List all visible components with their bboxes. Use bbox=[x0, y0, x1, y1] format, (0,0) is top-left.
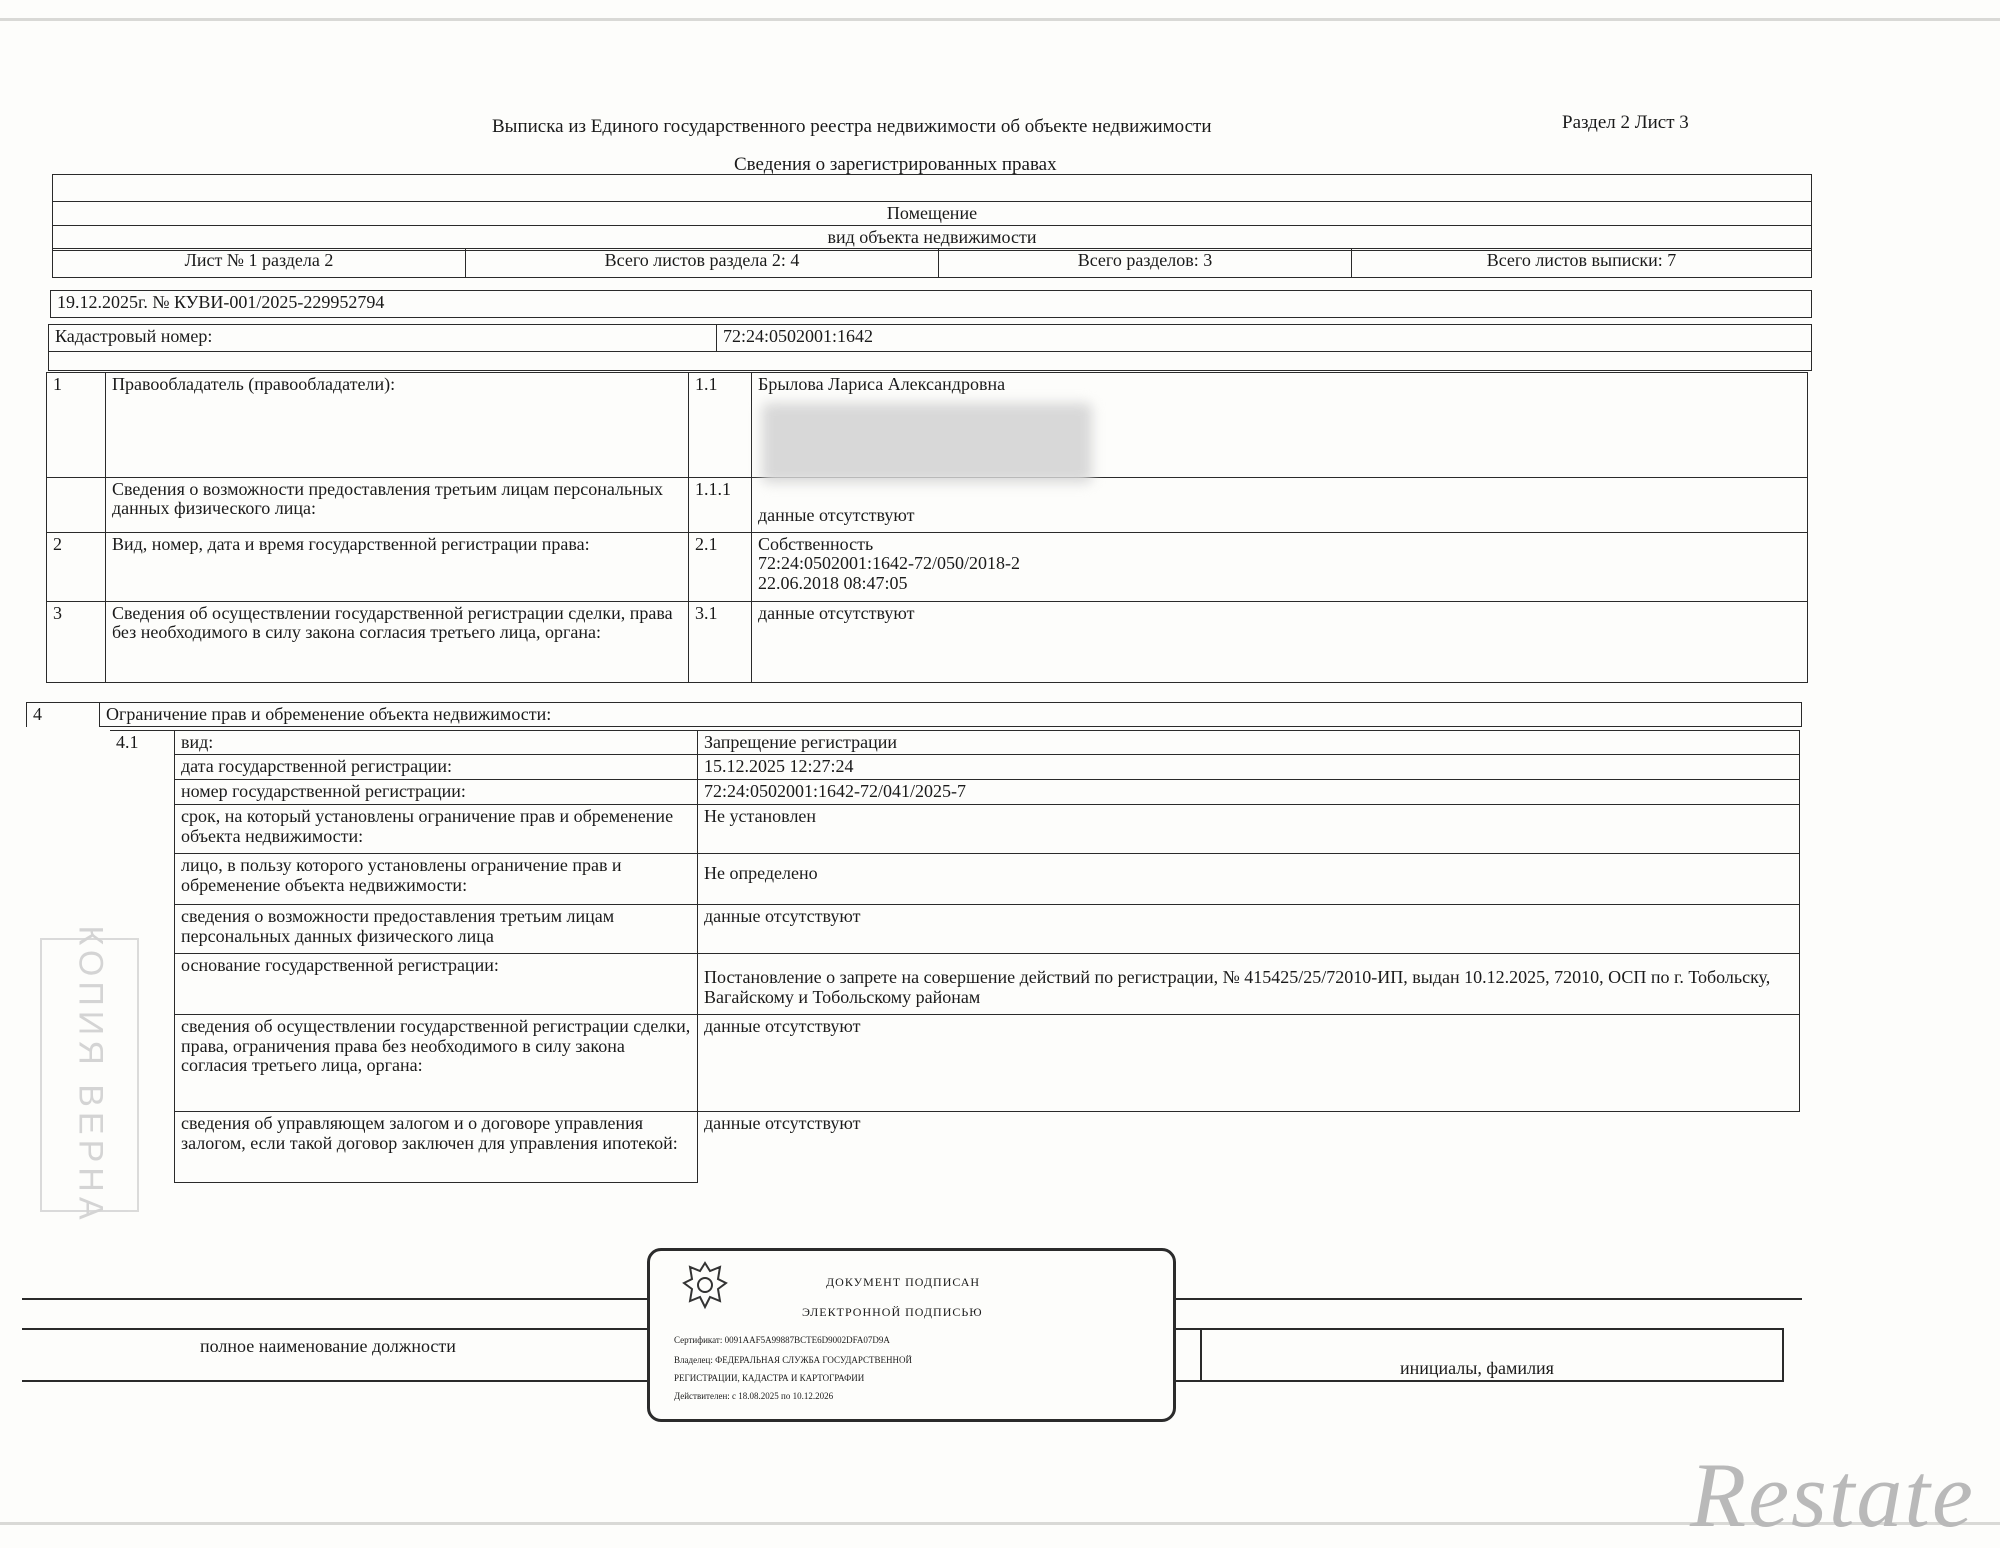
row-code: 3.1 bbox=[689, 602, 752, 683]
encumbrance-value: Не установлен bbox=[698, 805, 1800, 854]
row-number: 4 bbox=[27, 703, 100, 727]
stamp-owner: РЕГИСТРАЦИИ, КАДАСТРА И КАРТОГРАФИИ bbox=[674, 1373, 865, 1383]
document-subtitle: Сведения о зарегистрированных правах bbox=[734, 154, 1057, 175]
encumbrance-value: Запрещение регистрации bbox=[698, 731, 1800, 755]
section-sheet: Раздел 2 Лист 3 bbox=[1562, 112, 1689, 133]
encumbrance-label: срок, на который установлены ограничение прав и обременение объекта недвижимости: bbox=[175, 805, 698, 854]
row-label: Правообладатель (правообладатели): bbox=[106, 373, 689, 478]
stamp-owner: Владелец: ФЕДЕРАЛЬНАЯ СЛУЖБА ГОСУДАРСТВЕННОЙ bbox=[674, 1355, 913, 1365]
row-number: 1 bbox=[47, 373, 106, 478]
object-type-label: вид объекта недвижимости bbox=[53, 226, 1812, 250]
encumbrance-value: Не определено bbox=[698, 854, 1800, 905]
row-code: 1.1 bbox=[689, 373, 752, 478]
encumbrance-label: вид: bbox=[175, 731, 698, 755]
encumbrance-code: 4.1 bbox=[110, 731, 175, 1183]
right-registration: Собственность 72:24:0502001:1642-72/050/2018-2 22.06.2018 08:47:05 bbox=[752, 533, 1808, 602]
encumbrance-label: сведения об осуществлении государственной регистрации сделки, права, ограничения права без необходимого в силу закона согласия третьего лица, органа: bbox=[175, 1015, 698, 1112]
owner-name: Брылова Лариса Александровна bbox=[752, 373, 1808, 478]
cadastral-number: 72:24:0502001:1642 bbox=[717, 325, 1812, 352]
total-sheets-section: Всего листов раздела 2: 4 bbox=[466, 249, 939, 278]
stamp-line1: ДОКУМЕНТ ПОДПИСАН bbox=[826, 1275, 981, 1289]
electronic-signature-stamp bbox=[647, 1248, 1176, 1422]
encumbrance-header bbox=[26, 702, 1802, 727]
sheet-info-table bbox=[52, 248, 1812, 278]
row-value: данные отсутствуют bbox=[752, 602, 1808, 683]
cadastral-label: Кадастровый номер: bbox=[49, 325, 717, 352]
row-code: 1.1.1 bbox=[689, 478, 752, 533]
row-code: 2.1 bbox=[689, 533, 752, 602]
stamp-validity: Действителен: с 18.08.2025 по 10.12.2026 bbox=[674, 1391, 834, 1401]
encumbrance-value: данные отсутствуют bbox=[698, 905, 1800, 954]
stamp-line2: ЭЛЕКТРОННОЙ ПОДПИСЬЮ bbox=[802, 1305, 983, 1319]
footer-line bbox=[1200, 1328, 1202, 1380]
encumbrance-value: данные отсутствуют bbox=[698, 1112, 1800, 1183]
restate-logo: Restate bbox=[1690, 1444, 1975, 1546]
cadastral-table bbox=[48, 324, 1812, 371]
encumbrance-value: 15.12.2025 12:27:24 bbox=[698, 755, 1800, 780]
document-title: Выписка из Единого государственного реестра недвижимости об объекте недвижимости bbox=[492, 116, 1212, 137]
encumbrance-label: номер государственной регистрации: bbox=[175, 780, 698, 805]
position-label: полное наименование должности bbox=[200, 1336, 456, 1356]
encumbrance-label: сведения о возможности предоставления третьим лицам персональных данных физического лица bbox=[175, 905, 698, 954]
encumbrance-value: данные отсутствуют bbox=[698, 1015, 1800, 1112]
encumbrance-label: дата государственной регистрации: bbox=[175, 755, 698, 780]
initials-label: инициалы, фамилия bbox=[1400, 1358, 1554, 1378]
footer-line bbox=[1782, 1328, 1784, 1380]
encumbrance-table bbox=[110, 730, 1800, 1183]
object-type-value: Помещение bbox=[53, 202, 1812, 226]
copy-verified-watermark: КОПИЯ ВЕРНА bbox=[40, 938, 139, 1212]
row-value: данные отсутствуют bbox=[752, 478, 1808, 533]
rights-table bbox=[46, 372, 1808, 683]
sheet-number: Лист № 1 раздела 2 bbox=[53, 249, 466, 278]
encumbrance-value: 72:24:0502001:1642-72/041/2025-7 bbox=[698, 780, 1800, 805]
encumbrance-label: сведения об управляющем залогом и о договоре управления залогом, если такой договор заключен для управления ипотекой: bbox=[175, 1112, 698, 1183]
extract-date-number: 19.12.2025г. № КУВИ-001/2025-229952794 bbox=[51, 291, 1812, 318]
row-label: Ограничение прав и обременение объекта недвижимости: bbox=[100, 703, 1802, 727]
total-sheets: Всего листов выписки: 7 bbox=[1352, 249, 1812, 278]
row-number: 2 bbox=[47, 533, 106, 602]
row-label: Вид, номер, дата и время государственной регистрации права: bbox=[106, 533, 689, 602]
redacted-block bbox=[762, 403, 1092, 483]
encumbrance-label: основание государственной регистрации: bbox=[175, 954, 698, 1015]
date-number-table bbox=[50, 290, 1812, 318]
encumbrance-label: лицо, в пользу которого установлены ограничение прав и обременение объекта недвижимости: bbox=[175, 854, 698, 905]
stamp-certificate: Сертификат: 0091AAF5A99887BCTE6D9002DFA07D9A bbox=[674, 1335, 890, 1345]
emblem-icon bbox=[680, 1259, 730, 1311]
scan-edge bbox=[0, 18, 2000, 21]
object-type-table bbox=[52, 174, 1812, 251]
encumbrance-value: Постановление о запрете на совершение действий по регистрации, № 415425/25/72010-ИП, выдан 10.12.2025, 72010, ОСП по г. Тобольску, Вагайскому и Тобольскому районам bbox=[698, 954, 1800, 1015]
row-number: 3 bbox=[47, 602, 106, 683]
row-label: Сведения о возможности предоставления третьим лицам персональных данных физического лица: bbox=[106, 478, 689, 533]
row-label: Сведения об осуществлении государственной регистрации сделки, права без необходимого в силу закона согласия третьего лица, органа: bbox=[106, 602, 689, 683]
total-sections: Всего разделов: 3 bbox=[939, 249, 1352, 278]
